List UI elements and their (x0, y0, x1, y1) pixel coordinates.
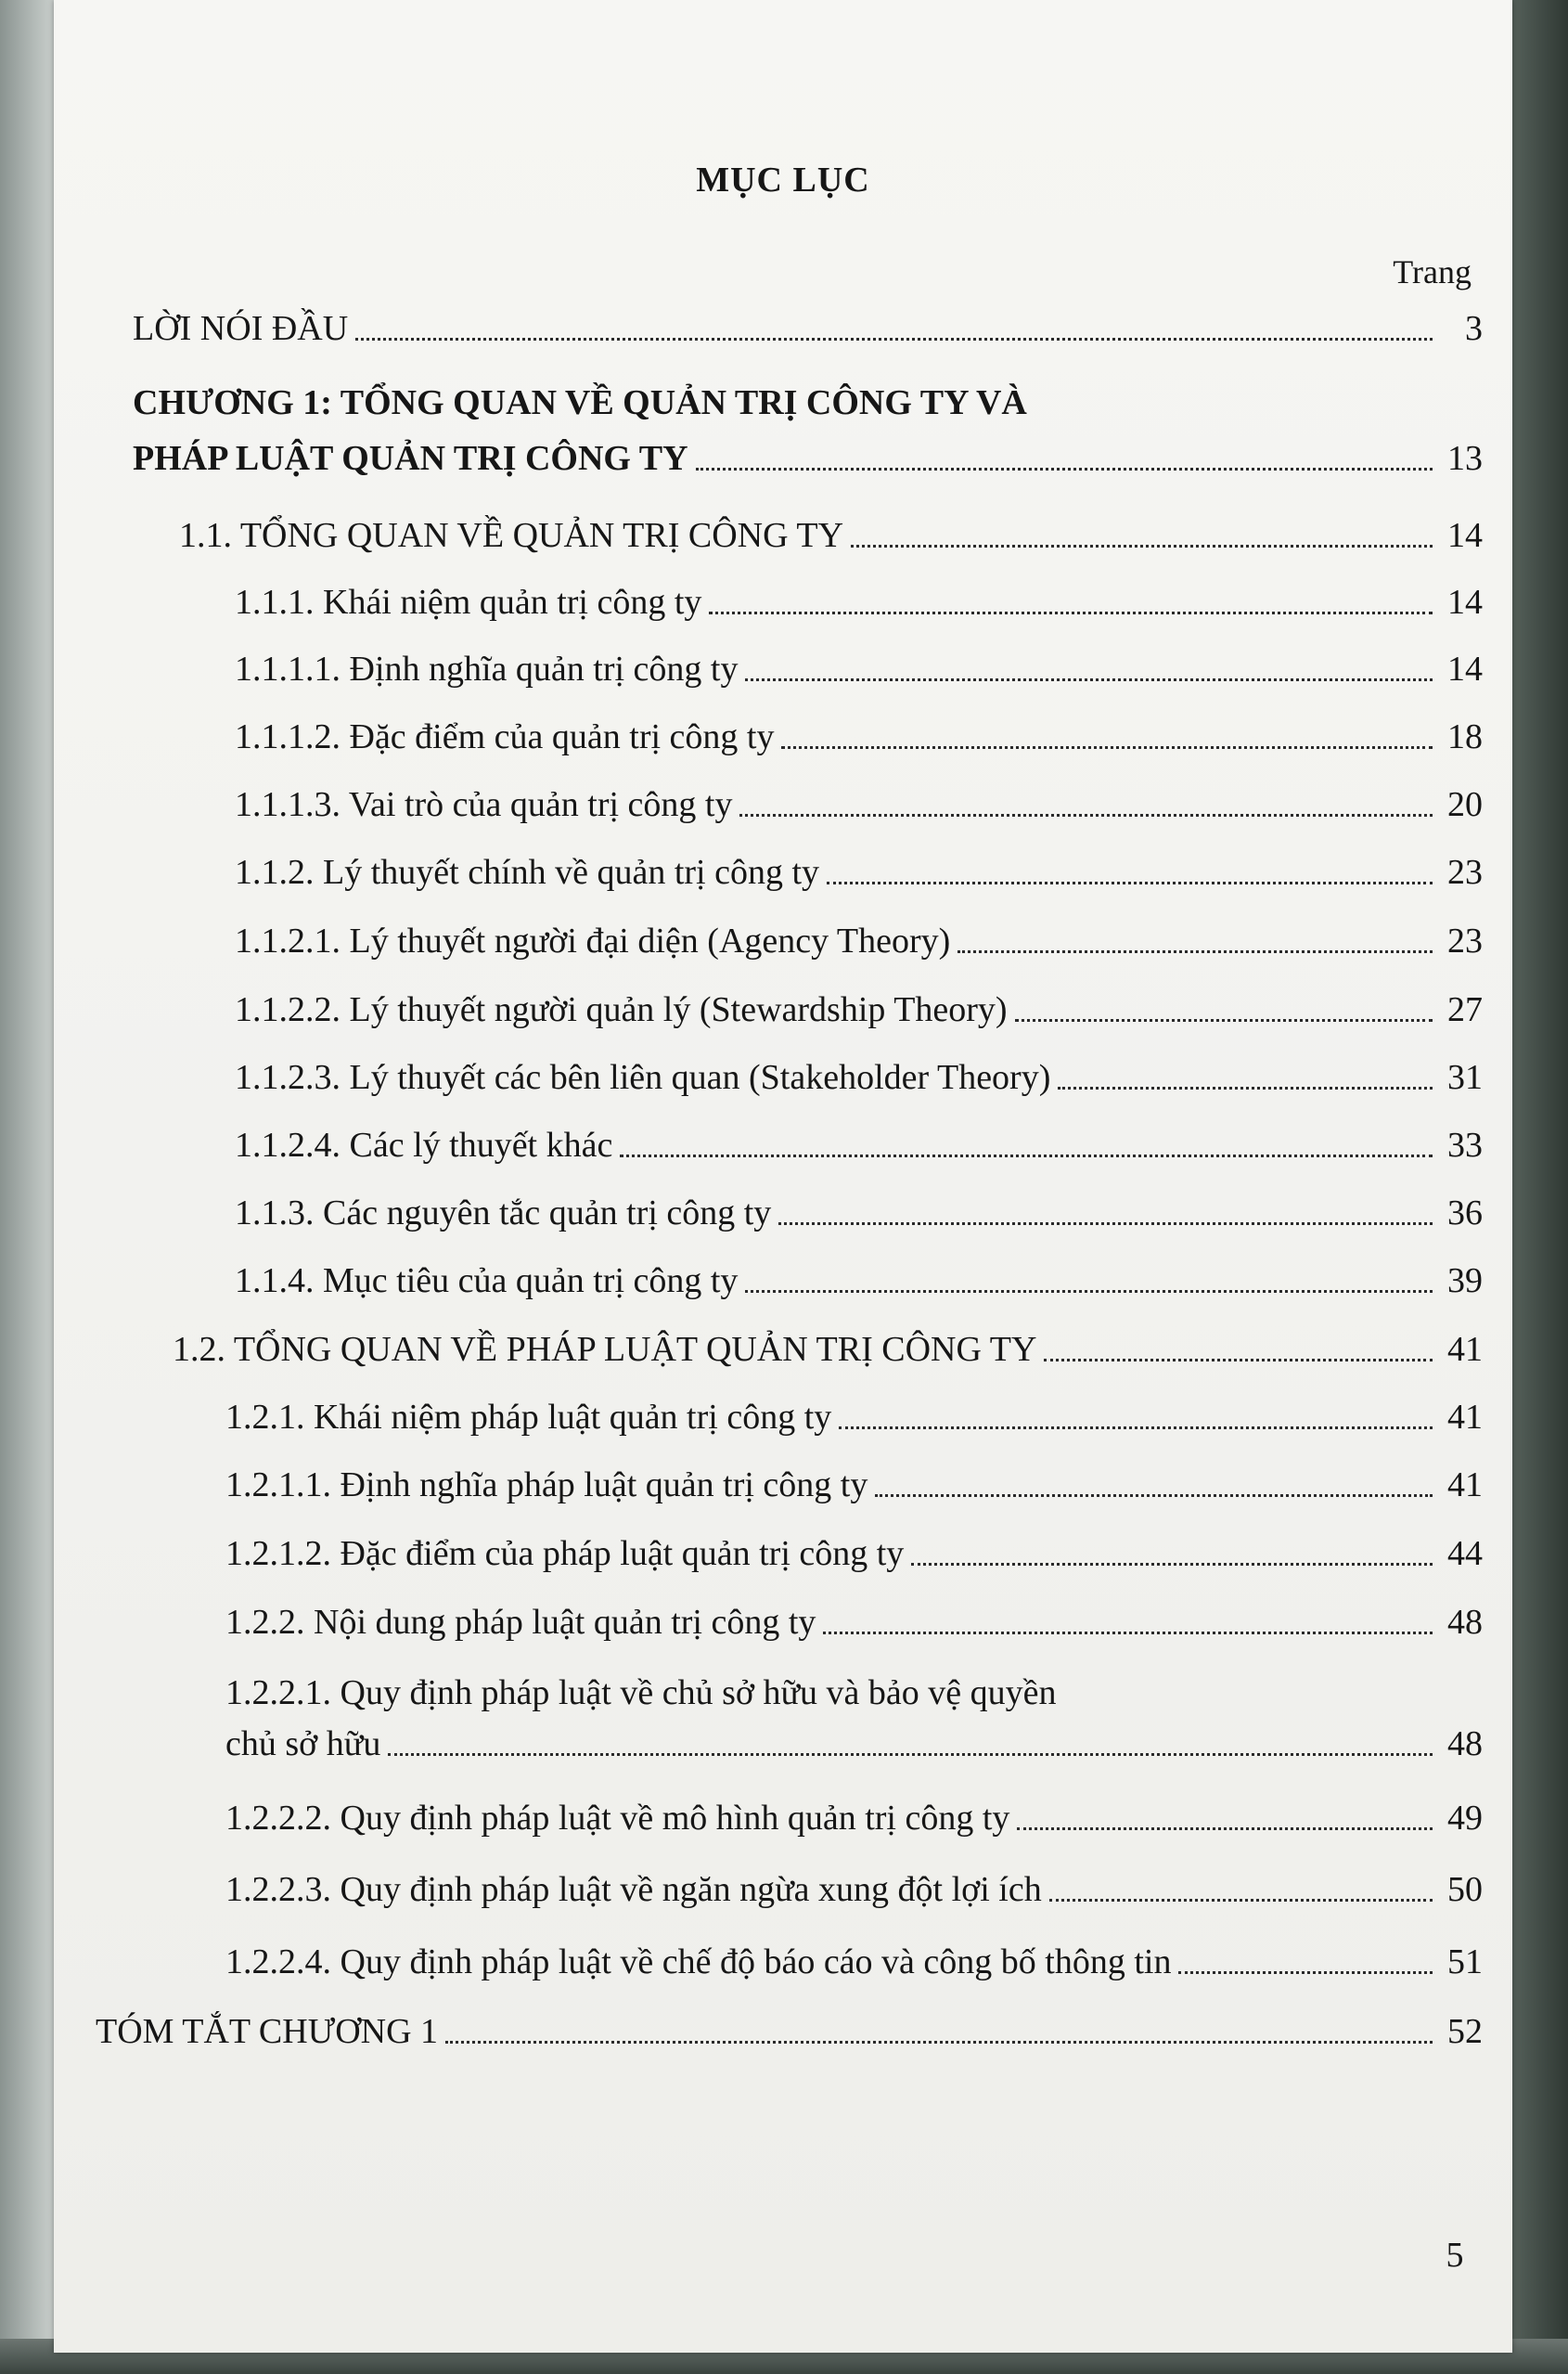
dot-leader (709, 612, 1433, 614)
dot-leader (778, 1222, 1433, 1225)
toc-entry-label: 1.1.2.4. Các lý thuyết khác (235, 1126, 613, 1165)
toc-entry-1-2-1 (225, 1395, 1483, 1439)
toc-entry-page: 23 (1447, 922, 1483, 961)
toc-entry-page: 33 (1447, 1126, 1483, 1165)
toc-entry-label: 1.1.2.2. Lý thuyết người quản lý (Stewardship Theory) (235, 990, 1008, 1029)
dot-leader (781, 746, 1433, 749)
toc-entry-page: 44 (1447, 1534, 1483, 1573)
dot-leader (851, 545, 1433, 548)
toc-entry-label: 1.1.4. Mục tiêu của quản trị công ty (235, 1261, 739, 1300)
toc-entry-page: 41 (1447, 1398, 1483, 1437)
toc-entry-page: 50 (1447, 1870, 1483, 1909)
toc-entry-label: PHÁP LUẬT QUẢN TRỊ CÔNG TY (133, 439, 688, 478)
toc-entry-page: 52 (1447, 2012, 1483, 2051)
toc-entry-summary (96, 2009, 1483, 2054)
toc-entry-label: LỜI NÓI ĐẦU (133, 309, 349, 348)
toc-entry-page: 41 (1447, 1465, 1483, 1504)
dot-leader (739, 814, 1433, 817)
toc-entry-1-1 (179, 513, 1483, 558)
toc-entry-page: 48 (1447, 1603, 1483, 1642)
dot-leader (958, 950, 1433, 953)
page-column-header: Trang (1393, 253, 1472, 290)
toc-entry-1-2-2-4 (225, 1940, 1483, 1984)
toc-entry-label: chủ sở hữu (225, 1724, 381, 1763)
toc-entry-page: 41 (1447, 1330, 1483, 1369)
toc-entry-label: 1.1.2.3. Lý thuyết các bên liên quan (Stakeholder Theory) (235, 1058, 1051, 1097)
toc-entry-page: 14 (1447, 516, 1483, 555)
dot-leader (1017, 1827, 1433, 1830)
toc-entry-chapter-1 (133, 436, 1483, 481)
toc-entry-label: 1.1.1.3. Vai trò của quản trị công ty (235, 785, 733, 824)
toc-entry-label: 1.2.2.3. Quy định pháp luật về ngăn ngừa xung đột lợi ích (225, 1870, 1042, 1909)
toc-entry-1-1-3 (235, 1191, 1483, 1235)
dot-leader (1044, 1359, 1433, 1361)
toc-entry-1-1-1-3 (235, 782, 1483, 827)
toc-entry-1-2-2-3 (225, 1867, 1483, 1912)
toc-entry-page: 14 (1447, 650, 1483, 689)
toc-entry-1-2-2-2 (225, 1796, 1483, 1840)
toc-entry-label: 1.2.2.2. Quy định pháp luật về mô hình quản trị công ty (225, 1799, 1010, 1838)
toc-entry-page: 51 (1447, 1942, 1483, 1981)
dot-leader (827, 882, 1433, 884)
toc-entry-1-2-2-1 (225, 1722, 1483, 1766)
toc-entry-1-2-2-1-line1: 1.2.2.1. Quy định pháp luật về chủ sở hữu và bảo vệ quyền (225, 1673, 1057, 1712)
toc-entry-1-1-4 (235, 1258, 1483, 1303)
toc-entry-page: 14 (1447, 583, 1483, 622)
dot-leader (911, 1563, 1433, 1566)
toc-entry-page: 36 (1447, 1193, 1483, 1232)
toc-entry-label: 1.1.1.2. Đặc điểm của quản trị công ty (235, 717, 775, 756)
toc-entry-page: 20 (1447, 785, 1483, 824)
toc-entry-label: 1.1.3. Các nguyên tắc quản trị công ty (235, 1193, 772, 1232)
toc-entry-page: 48 (1447, 1724, 1483, 1763)
toc-entry-page: 49 (1447, 1799, 1483, 1838)
toc-entry-page: 27 (1447, 990, 1483, 1029)
toc-entry-1-1-1 (235, 580, 1483, 625)
backdrop-right (1512, 0, 1568, 2374)
toc-entry-label: 1.2.1.1. Định nghĩa pháp luật quản trị công ty (225, 1465, 868, 1504)
page-number: 5 (1446, 2236, 1464, 2275)
dot-leader (839, 1426, 1433, 1429)
toc-entry-label: 1.1.1.1. Định nghĩa quản trị công ty (235, 650, 739, 689)
toc-entry-1-1-2 (235, 850, 1483, 895)
toc-entry-label: 1.1.2.1. Lý thuyết người đại diện (Agency Theory) (235, 922, 951, 961)
dot-leader (875, 1494, 1433, 1497)
dot-leader (823, 1632, 1433, 1634)
toc-entry-1-2 (173, 1327, 1483, 1372)
dot-leader (355, 338, 1433, 341)
dot-leader (1178, 1971, 1433, 1974)
toc-entry-1-2-1-2 (225, 1531, 1483, 1576)
toc-entry-page: 3 (1465, 309, 1483, 348)
dot-leader (445, 2041, 1433, 2044)
toc-entry-label: 1.2.1. Khái niệm pháp luật quản trị công ty (225, 1398, 832, 1437)
toc-entry-foreword (133, 306, 1483, 351)
toc-entry-label: 1.1. TỔNG QUAN VỀ QUẢN TRỊ CÔNG TY (179, 516, 844, 555)
dot-leader (620, 1155, 1433, 1157)
dot-leader (1058, 1087, 1433, 1090)
toc-entry-1-2-2 (225, 1600, 1483, 1645)
toc-entry-1-1-1-1 (235, 647, 1483, 691)
toc-entry-label: TÓM TẮT CHƯƠNG 1 (96, 2012, 439, 2051)
toc-entry-label: 1.1.2. Lý thuyết chính về quản trị công ty (235, 853, 820, 892)
toc-entry-1-1-1-2 (235, 715, 1483, 759)
dot-leader (388, 1753, 1433, 1756)
toc-entry-page: 39 (1447, 1261, 1483, 1300)
toc-entry-1-1-2-1 (235, 919, 1483, 963)
dot-leader (1015, 1019, 1433, 1022)
toc-entry-page: 13 (1447, 439, 1483, 478)
toc-entry-label: 1.1.1. Khái niệm quản trị công ty (235, 583, 702, 622)
toc-title: MỤC LỤC (696, 161, 870, 200)
book-page (54, 0, 1512, 2353)
toc-entry-label: 1.2.2. Nội dung pháp luật quản trị công ty (225, 1603, 816, 1642)
toc-entry-page: 31 (1447, 1058, 1483, 1097)
toc-entry-label: 1.2.1.2. Đặc điểm của pháp luật quản trị công ty (225, 1534, 905, 1573)
toc-entry-label: 1.2. TỔNG QUAN VỀ PHÁP LUẬT QUẢN TRỊ CÔNG TY (173, 1330, 1037, 1369)
dot-leader (696, 468, 1433, 471)
dot-leader (745, 678, 1433, 681)
dot-leader (1049, 1899, 1433, 1902)
page-content (54, 0, 1512, 2353)
dot-leader (745, 1290, 1433, 1293)
toc-entry-page: 23 (1447, 853, 1483, 892)
toc-chapter-1-line1: CHƯƠNG 1: TỔNG QUAN VỀ QUẢN TRỊ CÔNG TY VÀ (133, 383, 1027, 422)
toc-entry-page: 18 (1447, 717, 1483, 756)
toc-entry-label: 1.2.2.4. Quy định pháp luật về chế độ báo cáo và công bố thông tin (225, 1942, 1172, 1981)
toc-entry-1-1-2-2 (235, 987, 1483, 1032)
toc-entry-1-2-1-1 (225, 1463, 1483, 1507)
toc-entry-1-1-2-3 (235, 1055, 1483, 1100)
toc-entry-1-1-2-4 (235, 1123, 1483, 1168)
